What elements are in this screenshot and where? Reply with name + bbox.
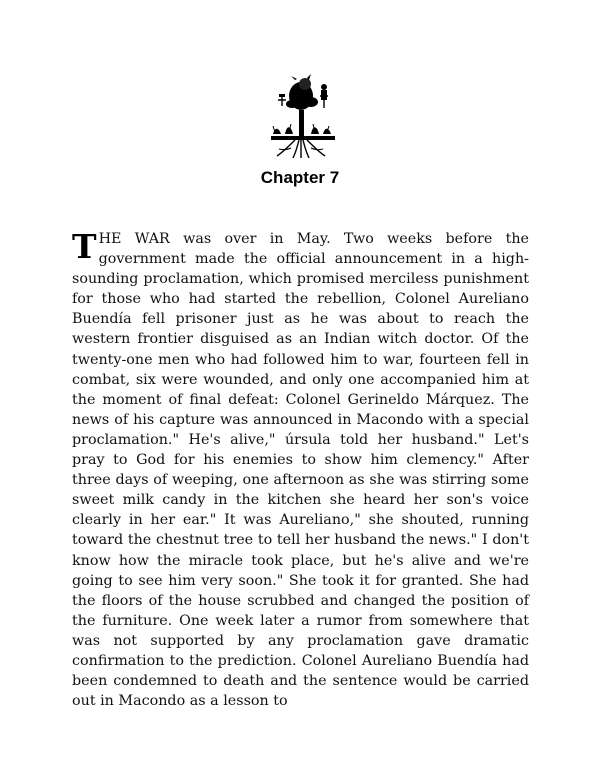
chapter-body-paragraph: [72, 229, 529, 711]
drop-cap-letter: T: [72, 227, 97, 266]
chapter-title: Chapter 7: [260, 168, 340, 187]
paragraph-text: HE WAR was over in May. Two weeks before the government made the official announcement in a high-sounding proclamation, which promised merciless punishment for those who had started the rebellion, Colonel Aureliano Buendía fell prisoner just as he was about to reach the western frontier disguised as an Indian witch doctor. Of the twenty-one men who had followed him to war, fourteen fell in combat, six were wounded, and only one accompanied him at the moment of final defeat: Colonel Gerineldo Márquez. The news of his capture was announced in Macondo with a special proclamation." He's alive," úrsula told her husband." Let's pray to God for his enemies to show him clemency." After three days of weeping, one afternoon as she was stirring some sweet milk candy in the kitchen she heard her son's voice clearly in her ear." It was Aureliano," she shouted, running toward the chestnut tree to tell her husband the news." I don't know how the miracle took place, but he's alive and we're going to see him very soon." She took it for granted. She had the floors of the house scrubbed and changed the position of the furniture. One week later a rumor from somewhere that was not supported by any proclamation gave dramatic confirmation to the prediction. Colonel Aureliano Buendía had been condemned to death and the sentence would be carried out in Macondo as a lesson to: [72, 231, 529, 710]
tree-with-figures-icon: [265, 74, 340, 158]
